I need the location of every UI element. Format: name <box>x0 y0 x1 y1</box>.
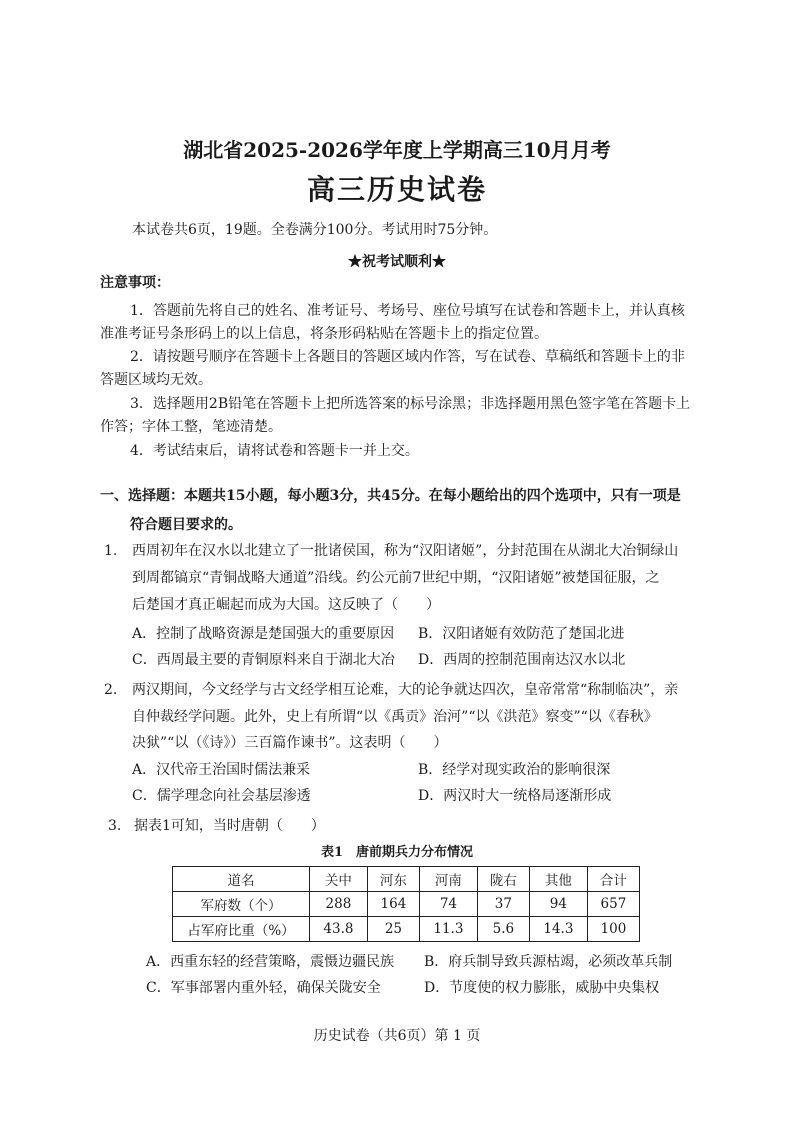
option-b: B．经学对现实政治的影响很深 <box>418 762 611 778</box>
note-line: 准准考证号条形码上的以上信息，将条形码粘贴在答题卡上的指定位置。 <box>100 326 548 342</box>
table-row <box>173 917 640 942</box>
section-header-cont: 符合题目要求的。 <box>130 517 242 533</box>
table-cell: 25 <box>367 917 419 942</box>
exam-wish: ★祝考试顺利★ <box>348 254 446 270</box>
table-header-cell: 河东 <box>367 867 419 892</box>
question-number: 1. <box>104 543 118 559</box>
question-text: 决狱”“以（《诗》）三百篇作谏书”。这表明（ ） <box>132 735 448 751</box>
table-cell: 军府数（个） <box>173 892 310 917</box>
note-line: 2．请按题号顺序在答题卡上各题目的答题区域内作答，写在试卷、草稿纸和答题卡上的非 <box>130 349 685 365</box>
table-header-cell: 陇右 <box>477 867 529 892</box>
table-cell: 288 <box>310 892 368 917</box>
table-cell: 657 <box>587 892 639 917</box>
option-d: D．西周的控制范围南达汉水以北 <box>418 652 626 668</box>
question-text: 到周都镐京“青铜战略大通道”沿线。约公元前7世纪中期，“汉阳诸姬”被楚国征服，之 <box>132 570 660 586</box>
table-cell: 5.6 <box>477 917 529 942</box>
exam-title: 湖北省2025-2026学年度上学期高三10月月考 <box>183 138 611 162</box>
section-header: 一、选择题：本题共15小题，每小题3分，共45分。在每小题给出的四个选项中，只有一项是 <box>100 488 681 504</box>
table-cell: 164 <box>367 892 419 917</box>
table-cell: 74 <box>419 892 477 917</box>
option-d: D．节度使的权力膨胀，威胁中央集权 <box>424 980 660 996</box>
table-header-cell: 合计 <box>587 867 639 892</box>
table-cell: 11.3 <box>419 917 477 942</box>
option-c: C．西周最主要的青铜原料来自于湖北大冶 <box>132 652 395 668</box>
question-number: 2. <box>104 682 118 698</box>
option-a: A．控制了战略资源是楚国强大的重要原因 <box>132 626 395 642</box>
table-cell: 100 <box>587 917 639 942</box>
table-header-cell: 河南 <box>419 867 477 892</box>
table-header-row <box>173 867 640 892</box>
note-line: 4．考试结束后，请将试卷和答题卡一并上交。 <box>130 443 419 459</box>
option-b: B．府兵制导致兵源枯竭，必须改革兵制 <box>424 954 673 970</box>
table-header-cell: 其他 <box>529 867 587 892</box>
note-line: 3．选择题用2B铅笔在答题卡上把所选答案的标号涂黑；非选择题用黑色签字笔在答题卡上 <box>130 396 691 412</box>
table-header-cell: 关中 <box>310 867 368 892</box>
option-a: A．汉代帝王治国时儒法兼采 <box>132 762 311 778</box>
exam-subtitle: 高三历史试卷 <box>306 173 487 206</box>
question-number: 3. <box>108 818 122 834</box>
note-line: 作答；字体工整，笔迹清楚。 <box>100 419 282 435</box>
option-c: C．儒学理念向社会基层渗透 <box>132 788 311 804</box>
table-cell: 占军府比重（%） <box>173 917 310 942</box>
notes-heading: 注意事项： <box>100 275 170 291</box>
table-header-cell: 道名 <box>173 867 310 892</box>
question-text: 后楚国才真正崛起而成为大国。这反映了（ ） <box>132 597 440 613</box>
question-text: 西周初年在汉水以北建立了一批诸侯国，称为“汉阳诸姬”，分封范围在从湖北大冶铜绿山 <box>132 543 679 559</box>
page-footer: 历史试卷（共6页）第 1 页 <box>313 1028 481 1044</box>
exam-info: 本试卷共6页，19题。全卷满分100分。考试用时75分钟。 <box>132 222 498 238</box>
table-row <box>173 892 640 917</box>
note-line: 1．答题前先将自己的姓名、准考证号、考场号、座位号填写在试卷和答题卡上，并认真核 <box>130 303 685 319</box>
table-cell: 14.3 <box>529 917 587 942</box>
note-line: 答题区域均无效。 <box>100 372 212 388</box>
table-cell: 94 <box>529 892 587 917</box>
option-b: B．汉阳诸姬有效防范了楚国北进 <box>418 626 625 642</box>
question-text: 两汉期间，今文经学与古文经学相互论难，大的论争就达四次，皇帝常常“称制临决”，亲 <box>132 682 679 698</box>
table-cell: 43.8 <box>310 917 368 942</box>
question-text: 自仲裁经学问题。此外，史上有所谓“以《禹贡》治河”“以《洪范》察变”“以《春秋》 <box>132 709 658 725</box>
option-a: A．西重东轻的经营策略，震慑边疆民族 <box>146 954 395 970</box>
option-c: C．军事部署内重外轻，确保关陇安全 <box>146 980 381 996</box>
table-caption: 表1 唐前期兵力分布情况 <box>320 845 474 860</box>
table-cell: 37 <box>477 892 529 917</box>
option-d: D．两汉时大一统格局逐渐形成 <box>418 788 612 804</box>
troop-distribution-table <box>172 866 640 942</box>
question-text: 据表1可知，当时唐朝（ ） <box>134 818 325 834</box>
